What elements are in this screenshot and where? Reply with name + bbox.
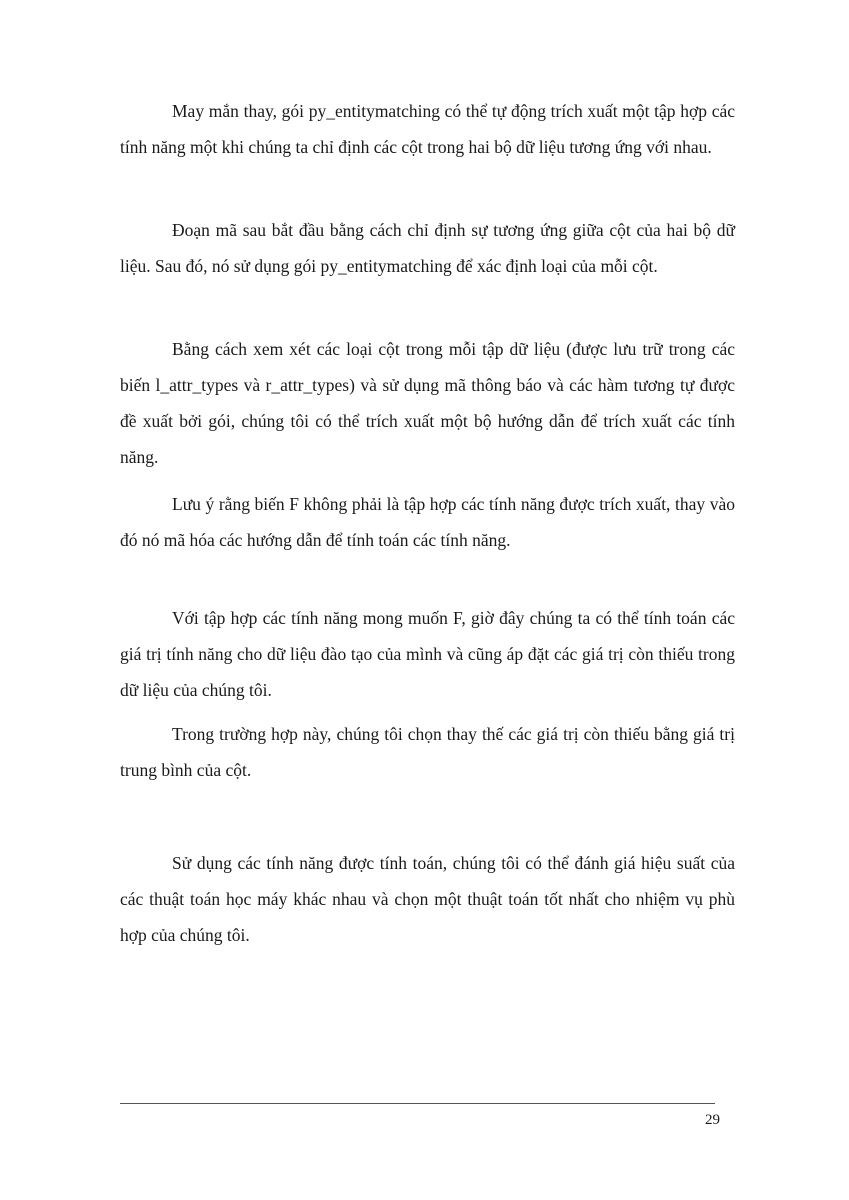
footer-divider (120, 1103, 715, 1104)
paragraph-7: Sử dụng các tính năng được tính toán, chúng tôi có thể đánh giá hiệu suất của các thuật toán học máy khác nhau và chọn một thuật toán tốt nhất cho nhiệm vụ phù hợp của chúng tôi. (120, 853, 735, 945)
paragraph-1: May mắn thay, gói py_entitymatching có thể tự động trích xuất một tập hợp các tính năng một khi chúng ta chỉ định các cột trong hai bộ dữ liệu tương ứng với nhau. (120, 101, 735, 157)
paragraph-4: Lưu ý rằng biến F không phải là tập hợp các tính năng được trích xuất, thay vào đó nó mã hóa các hướng dẫn để tính toán các tính năng. (120, 494, 735, 550)
paragraph-3: Bằng cách xem xét các loại cột trong mỗi tập dữ liệu (được lưu trữ trong các biến l_attr_types và r_attr_types) và sử dụng mã thông báo và các hàm tương tự được đề xuất bởi gói, chúng tôi có thể trích xuất một bộ hướng dẫn để trích xuất các tính năng. (120, 339, 735, 467)
paragraph-6: Trong trường hợp này, chúng tôi chọn thay thế các giá trị còn thiếu bằng giá trị trung bình của cột. (120, 724, 735, 780)
paragraph-2: Đoạn mã sau bắt đầu bằng cách chỉ định sự tương ứng giữa cột của hai bộ dữ liệu. Sau đó, nó sử dụng gói py_entitymatching để xác định loại của mỗi cột. (120, 220, 735, 276)
paragraph-5: Với tập hợp các tính năng mong muốn F, giờ đây chúng ta có thể tính toán các giá trị tính năng cho dữ liệu đào tạo của mình và cũng áp đặt các giá trị còn thiếu trong dữ liệu của chúng tôi. (120, 608, 735, 700)
page-number: 29 (705, 1112, 720, 1128)
